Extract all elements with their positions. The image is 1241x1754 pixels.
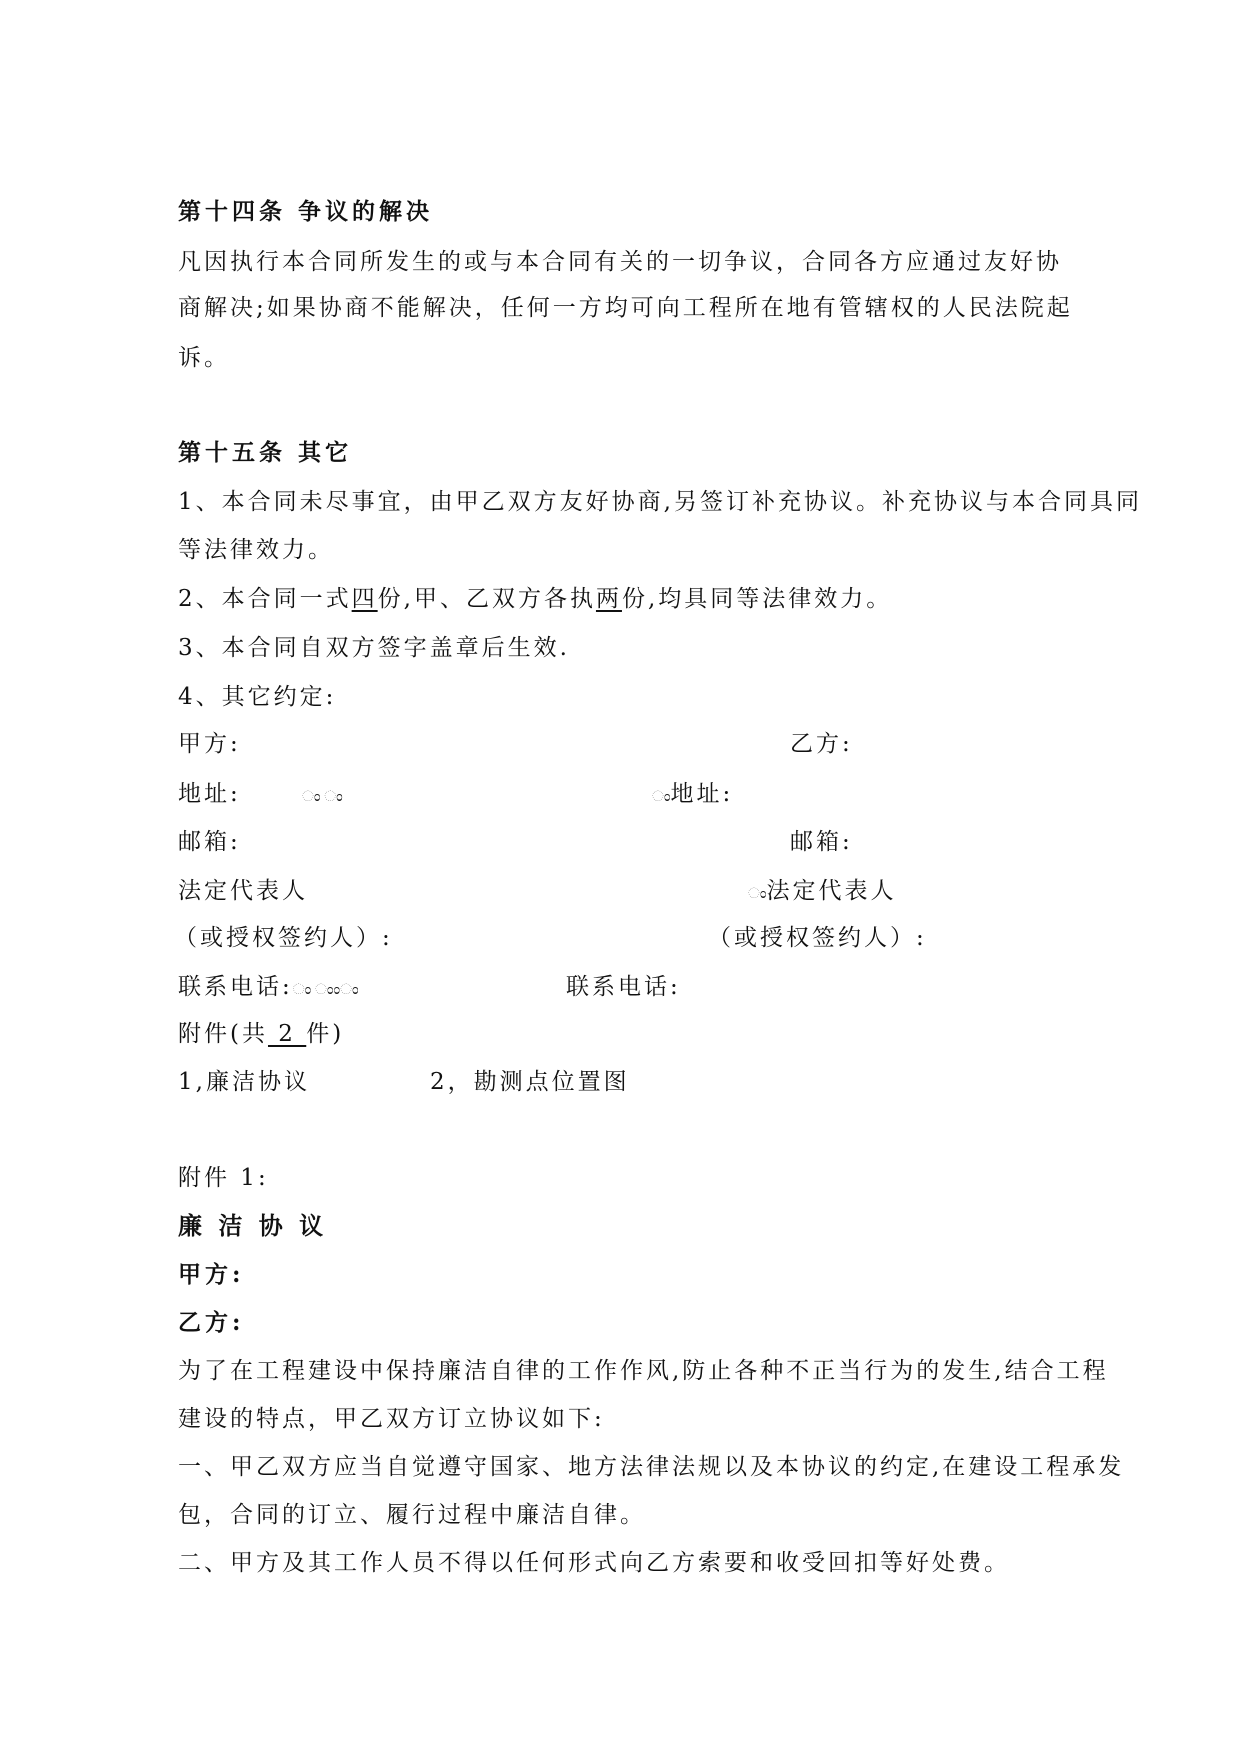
annex-party-b: 乙方: <box>178 1309 245 1336</box>
annex-clause-1-line: 一、甲乙双方应当自觉遵守国家、地方法律法规以及本协议的约定,在建设工程承发 <box>178 1454 1125 1480</box>
article-14-text-line: 诉。 <box>178 345 230 371</box>
party-a-phone-label: 联系电话: <box>178 974 293 1000</box>
article-15-item-3: 3、本合同自双方签字盖章后生效. <box>178 635 570 661</box>
article-15-heading: 第十五条 其它 <box>178 439 353 466</box>
party-a-email: 邮箱: <box>178 829 241 855</box>
party-b-label: 乙方: <box>790 731 853 757</box>
item-2-prefix: 2、本合同一式 <box>178 586 352 612</box>
copies-each: 两 <box>595 586 622 612</box>
rep-b-mark: ಂ <box>748 884 767 902</box>
article-14-text-line: 凡因执行本合同所发生的或与本合同有关的一切争议，合同各方应通过友好协 <box>178 249 1062 275</box>
article-15-item-4: 4、其它约定: <box>178 684 337 710</box>
party-b-representative-label: 法定代表人 <box>766 878 897 904</box>
party-a-representative: 法定代表人 <box>178 878 308 904</box>
annex-party-a: 甲方: <box>178 1261 245 1288</box>
party-b-address <box>652 778 733 812</box>
article-15-item-1-line: 等法律效力。 <box>178 537 334 563</box>
phone-marks: ಂ ಂಂಂ <box>292 980 359 998</box>
article-15-item-2 <box>178 583 892 615</box>
copies-count: 四 <box>351 586 378 612</box>
article-15-item-1-line: 1、本合同未尽事宜，由甲乙双方友好协商,另签订补充协议。补充协议与本合同具同 <box>178 489 1142 515</box>
attachment-item-1: 1,廉洁协议 <box>178 1069 310 1095</box>
party-a-address: 地址: <box>178 781 241 807</box>
article-14-heading: 第十四条 争议的解决 <box>178 198 434 225</box>
address-b-mark: ಂ <box>652 787 671 805</box>
annex-intro-line: 为了在工程建设中保持廉洁自律的工作作风,防止各种不正当行为的发生,结合工程 <box>178 1358 1109 1384</box>
article-14-text-line: 商解决;如果协商不能解决，任何一方均可向工程所在地有管辖权的人民法院起 <box>178 295 1073 321</box>
party-a-authorized-signer: （或授权签约人）: <box>174 925 393 951</box>
item-2-suffix: 份,均具同等法律效力。 <box>621 586 893 612</box>
party-a-label: 甲方: <box>178 731 241 757</box>
address-marks: ಂ ಂ <box>302 787 343 805</box>
attachments-number: 2 <box>267 1021 307 1047</box>
party-b-email: 邮箱: <box>790 829 853 855</box>
annex-1-title: 廉 洁 协 议 <box>178 1211 328 1240</box>
party-b-address-label: 地址: <box>670 781 734 807</box>
attachments-count <box>178 1018 344 1050</box>
item-2-middle: 份,甲、乙双方各执 <box>377 586 596 612</box>
annex-1-label: 附件 1: <box>178 1165 269 1191</box>
annex-clause-1-line: 包，合同的订立、履行过程中廉洁自律。 <box>178 1502 646 1528</box>
party-a-phone <box>178 971 359 1005</box>
annex-intro-line: 建设的特点，甲乙双方订立协议如下: <box>178 1406 605 1432</box>
party-b-representative <box>748 875 897 909</box>
party-b-phone: 联系电话: <box>566 974 681 1000</box>
attachments-prefix: 附件(共 <box>178 1021 268 1047</box>
annex-clause-2: 二、甲方及其工作人员不得以任何形式向乙方索要和收受回扣等好处费。 <box>178 1550 1010 1576</box>
attachments-suffix: 件) <box>306 1021 345 1047</box>
attachment-item-2: 2，勘测点位置图 <box>430 1069 630 1095</box>
party-b-authorized-signer: （或授权签约人）: <box>708 925 927 951</box>
